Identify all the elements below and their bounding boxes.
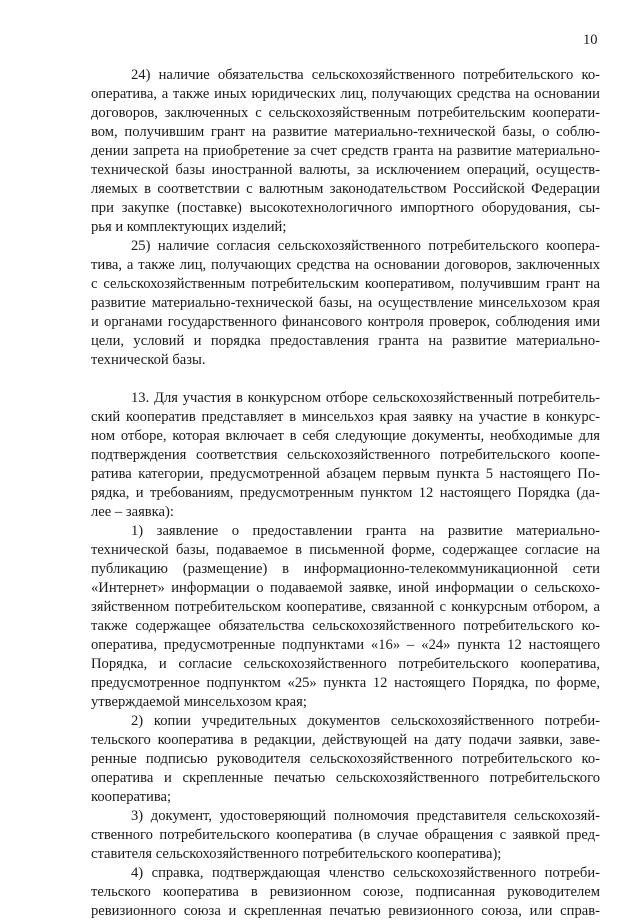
list-item-1 (91, 522, 600, 712)
paragraph-item-25 (91, 237, 600, 370)
text-line: с сельскохозяйственным потребительским кооперативом, получившим грант на (91, 276, 600, 292)
text-line: 25) наличие согласия сельскохозяйственного потребительского коопера- (131, 238, 600, 254)
text-line: цели, условий и порядка предоставления гранта на развитие материально- (91, 333, 600, 349)
text-line: утверждаемой минсельхозом края; (91, 694, 307, 710)
text-line: договоров, заключенных с сельскохозяйственным потребительским кооперати- (91, 105, 600, 121)
text-line: ренные подписью руководителя сельскохозяйственного потребительского ко- (91, 751, 600, 767)
text-line: лее – заявка): (91, 504, 174, 520)
text-line: вом, получившим грант на развитие материально-технической базы, о соблю- (91, 124, 600, 140)
text-line: оператива, а также иных юридических лиц, получающих средства на основании (91, 86, 600, 102)
list-item-4 (91, 864, 600, 921)
text-line: развитие материально-технической базы, на осуществление минсельхозом края (91, 295, 600, 311)
text-line: подтверждения соответствия сельскохозяйственного потребительского коопе- (91, 447, 600, 463)
text-line: 13. Для участия в конкурсном отборе сельскохозяйственный потребитель- (131, 390, 600, 406)
text-line: ратива категории, предусмотренной абзацем первым пункта 5 настоящего По- (91, 466, 600, 482)
text-line: оператива, предусмотренные подпунктами «16» – «24» пункта 12 настоящего (91, 637, 600, 653)
text-line: также содержащее обязательства сельскохозяйственного потребительского ко- (91, 618, 600, 634)
list-item-3 (91, 807, 600, 864)
text-line: ном отборе, которая включает в себя следующие документы, необходимые для (91, 428, 600, 444)
text-line: ставителя сельскохозяйственного потребительского кооператива); (91, 846, 502, 862)
text-line: кооператива; (91, 789, 172, 805)
page-number: 10 (583, 32, 598, 48)
text-line: предусмотренное подпунктом «25» пункта 12 настоящего Порядка, по форме, (91, 675, 600, 691)
text-line: зяйственном потребительском кооперативе, связанной с конкурсным отбором, а (91, 599, 600, 615)
text-line: тельского кооператива в ревизионном союзе, подписанная руководителем (91, 884, 600, 900)
text-line: рья и комплектующих изделий; (91, 219, 287, 235)
text-line: технической базы. (91, 352, 206, 368)
text-line: 1) заявление о предоставлении гранта на развитие материально- (131, 523, 600, 539)
text-line: тельского кооператива в редакции, действующей на дату подачи заявки, заве- (91, 732, 600, 748)
text-line: публикацию (размещение) в информационно-телекоммуникационной сети (91, 561, 600, 577)
text-line: рядка, и требованиям, предусмотренным пунктом 12 настоящего Порядка (да- (91, 485, 600, 501)
text-line: дении запрета на приобретение за счет средств гранта на развитие материально- (91, 143, 600, 159)
section-13 (91, 389, 600, 522)
section-gap (91, 370, 600, 389)
document-body (91, 66, 600, 921)
text-line: и органами государственного финансового контроля проверок, соблюдения ими (91, 314, 600, 330)
text-line: ревизионного союза и скрепленная печатью ревизионного союза, или справ- (91, 903, 600, 919)
text-line: тива, а также лиц, получающих средства на основании договоров, заключенных (91, 257, 600, 273)
text-line: ский кооператив представляет в минсельхоз края заявку на участие в конкурс- (91, 409, 600, 425)
text-line: технической базы иностранной валюты, за исключением операций, осуществ- (91, 162, 600, 178)
text-line: Порядка, и согласие сельскохозяйственного потребительского кооператива, (91, 656, 600, 672)
text-line: 24) наличие обязательства сельскохозяйственного потребительского ко- (131, 67, 600, 83)
text-line: ственного потребительского кооператива (в случае обращения с заявкой пред- (91, 827, 600, 843)
text-line: 2) копии учредительных документов сельскохозяйственного потреби- (131, 713, 600, 729)
text-line: оператива и скрепленные печатью сельскохозяйственного потребительского (91, 770, 600, 786)
list-item-2 (91, 712, 600, 807)
text-line: «Интернет» информации о подаваемой заявке, иной информации о сельскохо- (91, 580, 600, 596)
text-line: 3) документ, удостоверяющий полномочия представителя сельскохозяй- (131, 808, 600, 824)
text-line: 4) справка, подтверждающая членство сельскохозяйственного потреби- (131, 865, 600, 881)
text-line: ляемых в соответствии с валютным законодательством Российской Федерации (91, 181, 600, 197)
text-line: технической базы, подаваемое в письменной форме, содержащее согласие на (91, 542, 600, 558)
paragraph-item-24 (91, 66, 600, 237)
text-line: при закупке (поставке) высокотехнологичного импортного оборудования, сы- (91, 200, 600, 216)
